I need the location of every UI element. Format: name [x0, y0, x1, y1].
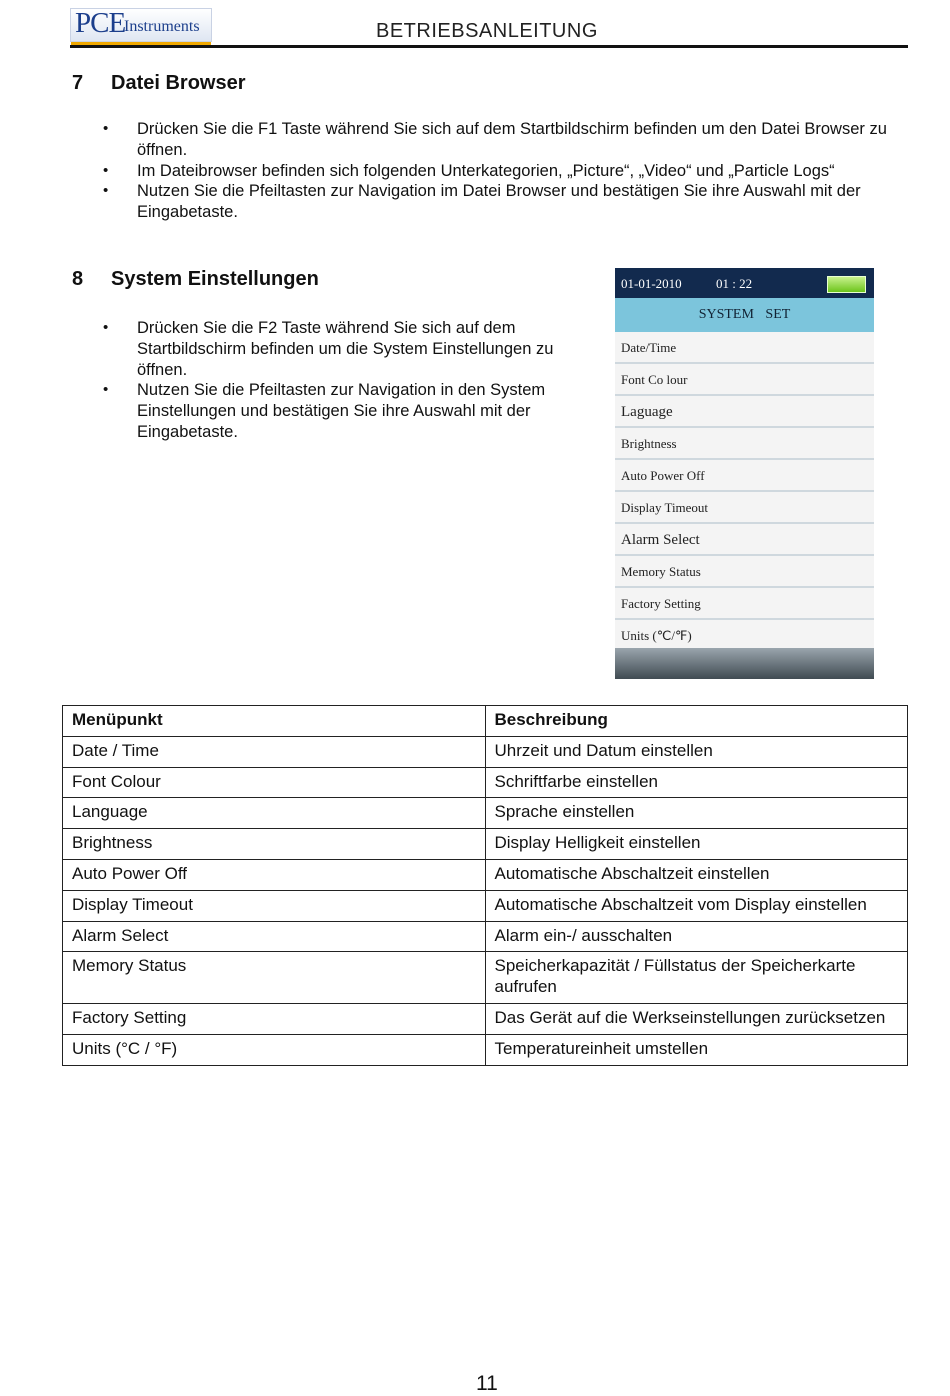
table-row	[63, 890, 908, 921]
table-header-row	[63, 706, 908, 737]
section-7-bullet-1: • Drücken Sie die F1 Taste während Sie sich auf dem Startbildschirm befinden um den Datei Browser zu öffnen.	[71, 119, 901, 161]
table-row	[63, 921, 908, 952]
table-row	[63, 798, 908, 829]
table-row	[63, 767, 908, 798]
page-number: 11	[476, 1372, 498, 1395]
device-menu-item: Auto Power Off	[615, 460, 874, 492]
table-cell: Alarm Select	[63, 921, 486, 952]
table-cell: Speicherkapazität / Füllstatus der Speicherkarte aufrufen	[485, 952, 908, 1004]
section-8-number: 8	[72, 268, 84, 290]
table-cell: Das Gerät auf die Werkseinstellungen zurücksetzen	[485, 1003, 908, 1034]
company-logo	[70, 8, 212, 42]
table-cell: Language	[63, 798, 486, 829]
table-cell: Schriftfarbe einstellen	[485, 767, 908, 798]
menu-description-table	[62, 705, 908, 1066]
logo-sub-text: Instruments	[124, 18, 200, 35]
device-menu-item: Brightness	[615, 428, 874, 460]
table-cell: Units (°C / °F)	[63, 1034, 486, 1065]
table-cell: Uhrzeit und Datum einstellen	[485, 736, 908, 767]
section-8-bullet-1: • Drücken Sie die F2 Taste während Sie sich auf dem Startbildschirm befinden um die System Einstellungen zu öffnen.	[71, 318, 591, 380]
table-header-cell: Menüpunkt	[63, 706, 486, 737]
table-cell: Display Helligkeit einstellen	[485, 829, 908, 860]
device-menu-item: Display Timeout	[615, 492, 874, 524]
battery-icon	[827, 276, 866, 293]
device-date: 01-01-2010	[621, 276, 682, 291]
table-cell: Temperatureinheit umstellen	[485, 1034, 908, 1065]
table-row	[63, 859, 908, 890]
table-cell: Display Timeout	[63, 890, 486, 921]
table-row	[63, 1003, 908, 1034]
table-cell: Font Colour	[63, 767, 486, 798]
document-title: BETRIEBSANLEITUNG	[376, 20, 598, 42]
section-7-bullet-3: • Nutzen Sie die Pfeiltasten zur Navigation im Datei Browser und bestätigen Sie ihre Auswahl mit der Eingabetaste.	[71, 181, 901, 223]
device-screen-title: SYSTEM SET	[615, 298, 874, 332]
table-cell: Date / Time	[63, 736, 486, 767]
device-menu-item: Date/Time	[615, 332, 874, 364]
device-menu-item: Units (℃/℉)	[621, 628, 692, 643]
table-row	[63, 829, 908, 860]
table-cell: Factory Setting	[63, 1003, 486, 1034]
device-menu-item: Factory Setting	[615, 588, 874, 620]
section-7-bullet-2: • Im Dateibrowser befinden sich folgenden Unterkategorien, „Picture“, „Video“ und „Particle Logs“	[71, 161, 901, 182]
table-cell: Sprache einstellen	[485, 798, 908, 829]
table-row	[63, 952, 908, 1004]
section-7-title: Datei Browser	[111, 72, 246, 94]
table-cell: Memory Status	[63, 952, 486, 1004]
device-time: 01 : 22	[716, 276, 753, 291]
device-system-set-screen	[615, 268, 874, 679]
table-cell: Auto Power Off	[63, 859, 486, 890]
table-cell: Automatische Abschaltzeit einstellen	[485, 859, 908, 890]
table-row	[63, 1034, 908, 1065]
table-cell: Brightness	[63, 829, 486, 860]
section-8-bullets	[71, 318, 591, 443]
device-menu-item: Laguage	[615, 396, 874, 428]
header-divider	[70, 45, 908, 48]
section-8-bullet-2: • Nutzen Sie die Pfeiltasten zur Navigation in den System Einstellungen und bestätigen Sie ihre Auswahl mit der Eingabetaste.	[71, 380, 591, 442]
device-menu-item: Font Co lour	[615, 364, 874, 396]
device-menu-item: Alarm Select	[615, 524, 874, 556]
device-footer-bar	[615, 648, 874, 679]
table-cell: Automatische Abschaltzeit vom Display einstellen	[485, 890, 908, 921]
table-row	[63, 736, 908, 767]
section-7-bullets	[71, 119, 901, 223]
logo-main-text: PCE	[75, 7, 126, 39]
table-cell: Alarm ein-/ ausschalten	[485, 921, 908, 952]
device-status-bar	[615, 268, 874, 298]
section-8-title: System Einstellungen	[111, 268, 319, 290]
table-header-cell: Beschreibung	[485, 706, 908, 737]
device-menu-item: Memory Status	[615, 556, 874, 588]
section-7-number: 7	[72, 72, 84, 94]
